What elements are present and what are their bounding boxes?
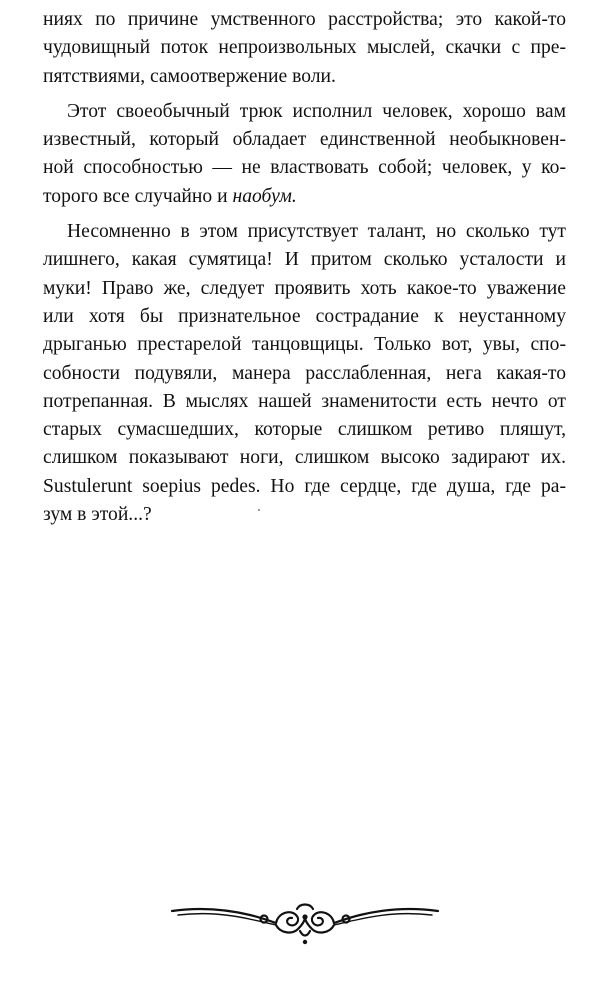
text-line: потрепанная. В мыслях нашей знаменитости есть нечто от <box>43 390 566 412</box>
text-line: ниях по причине умственного расстройства; это какой-то <box>43 9 566 30</box>
text-line: известный, который обладает единственной необыкновен- <box>43 129 566 151</box>
decorative-flourish-icon <box>170 893 440 945</box>
text-line: Sustulerunt soepius pedes. Но где сердце, где душа, где ра- <box>43 475 566 497</box>
italic-word: наобум. <box>232 185 297 207</box>
text-line: лишнего, какая сумятица! И притом сколько усталости и <box>43 249 566 271</box>
text-line: чудовищный поток непроизвольных мыслей, скачки с пре- <box>43 37 566 59</box>
print-speck <box>258 509 260 511</box>
text-line: пятствиями, самоотвержение воли. <box>43 65 336 87</box>
text-line <box>43 183 566 211</box>
text-line: Несомненно в этом присутствует талант, но сколько тут <box>67 221 566 243</box>
text-line: зум в этой...? <box>43 504 152 526</box>
text-line: слишком показывают ноги, слишком высоко задирают их. <box>43 447 566 469</box>
text-line: муки! Право же, следует проявить хоть какое-то уважение <box>43 277 566 299</box>
text-line-prefix: торого все случайно и <box>43 185 233 207</box>
text-line: ной способностью — не властвовать собой; человек, у ко- <box>43 157 566 179</box>
text-line: Этот своеобычный трюк исполнил человек, хорошо вам <box>67 100 566 122</box>
body-text <box>43 6 566 529</box>
text-line: или хотя бы признательное сострадание к неустанному <box>43 305 566 327</box>
text-line: дрыганью престарелой танцовщицы. Только вот, увы, спо- <box>43 334 566 356</box>
text-line: собности подувяли, манера расслабленная, нега какая-то <box>43 362 566 384</box>
text-line: старых сумасшедших, которые слишком ретиво пляшут, <box>43 419 566 441</box>
